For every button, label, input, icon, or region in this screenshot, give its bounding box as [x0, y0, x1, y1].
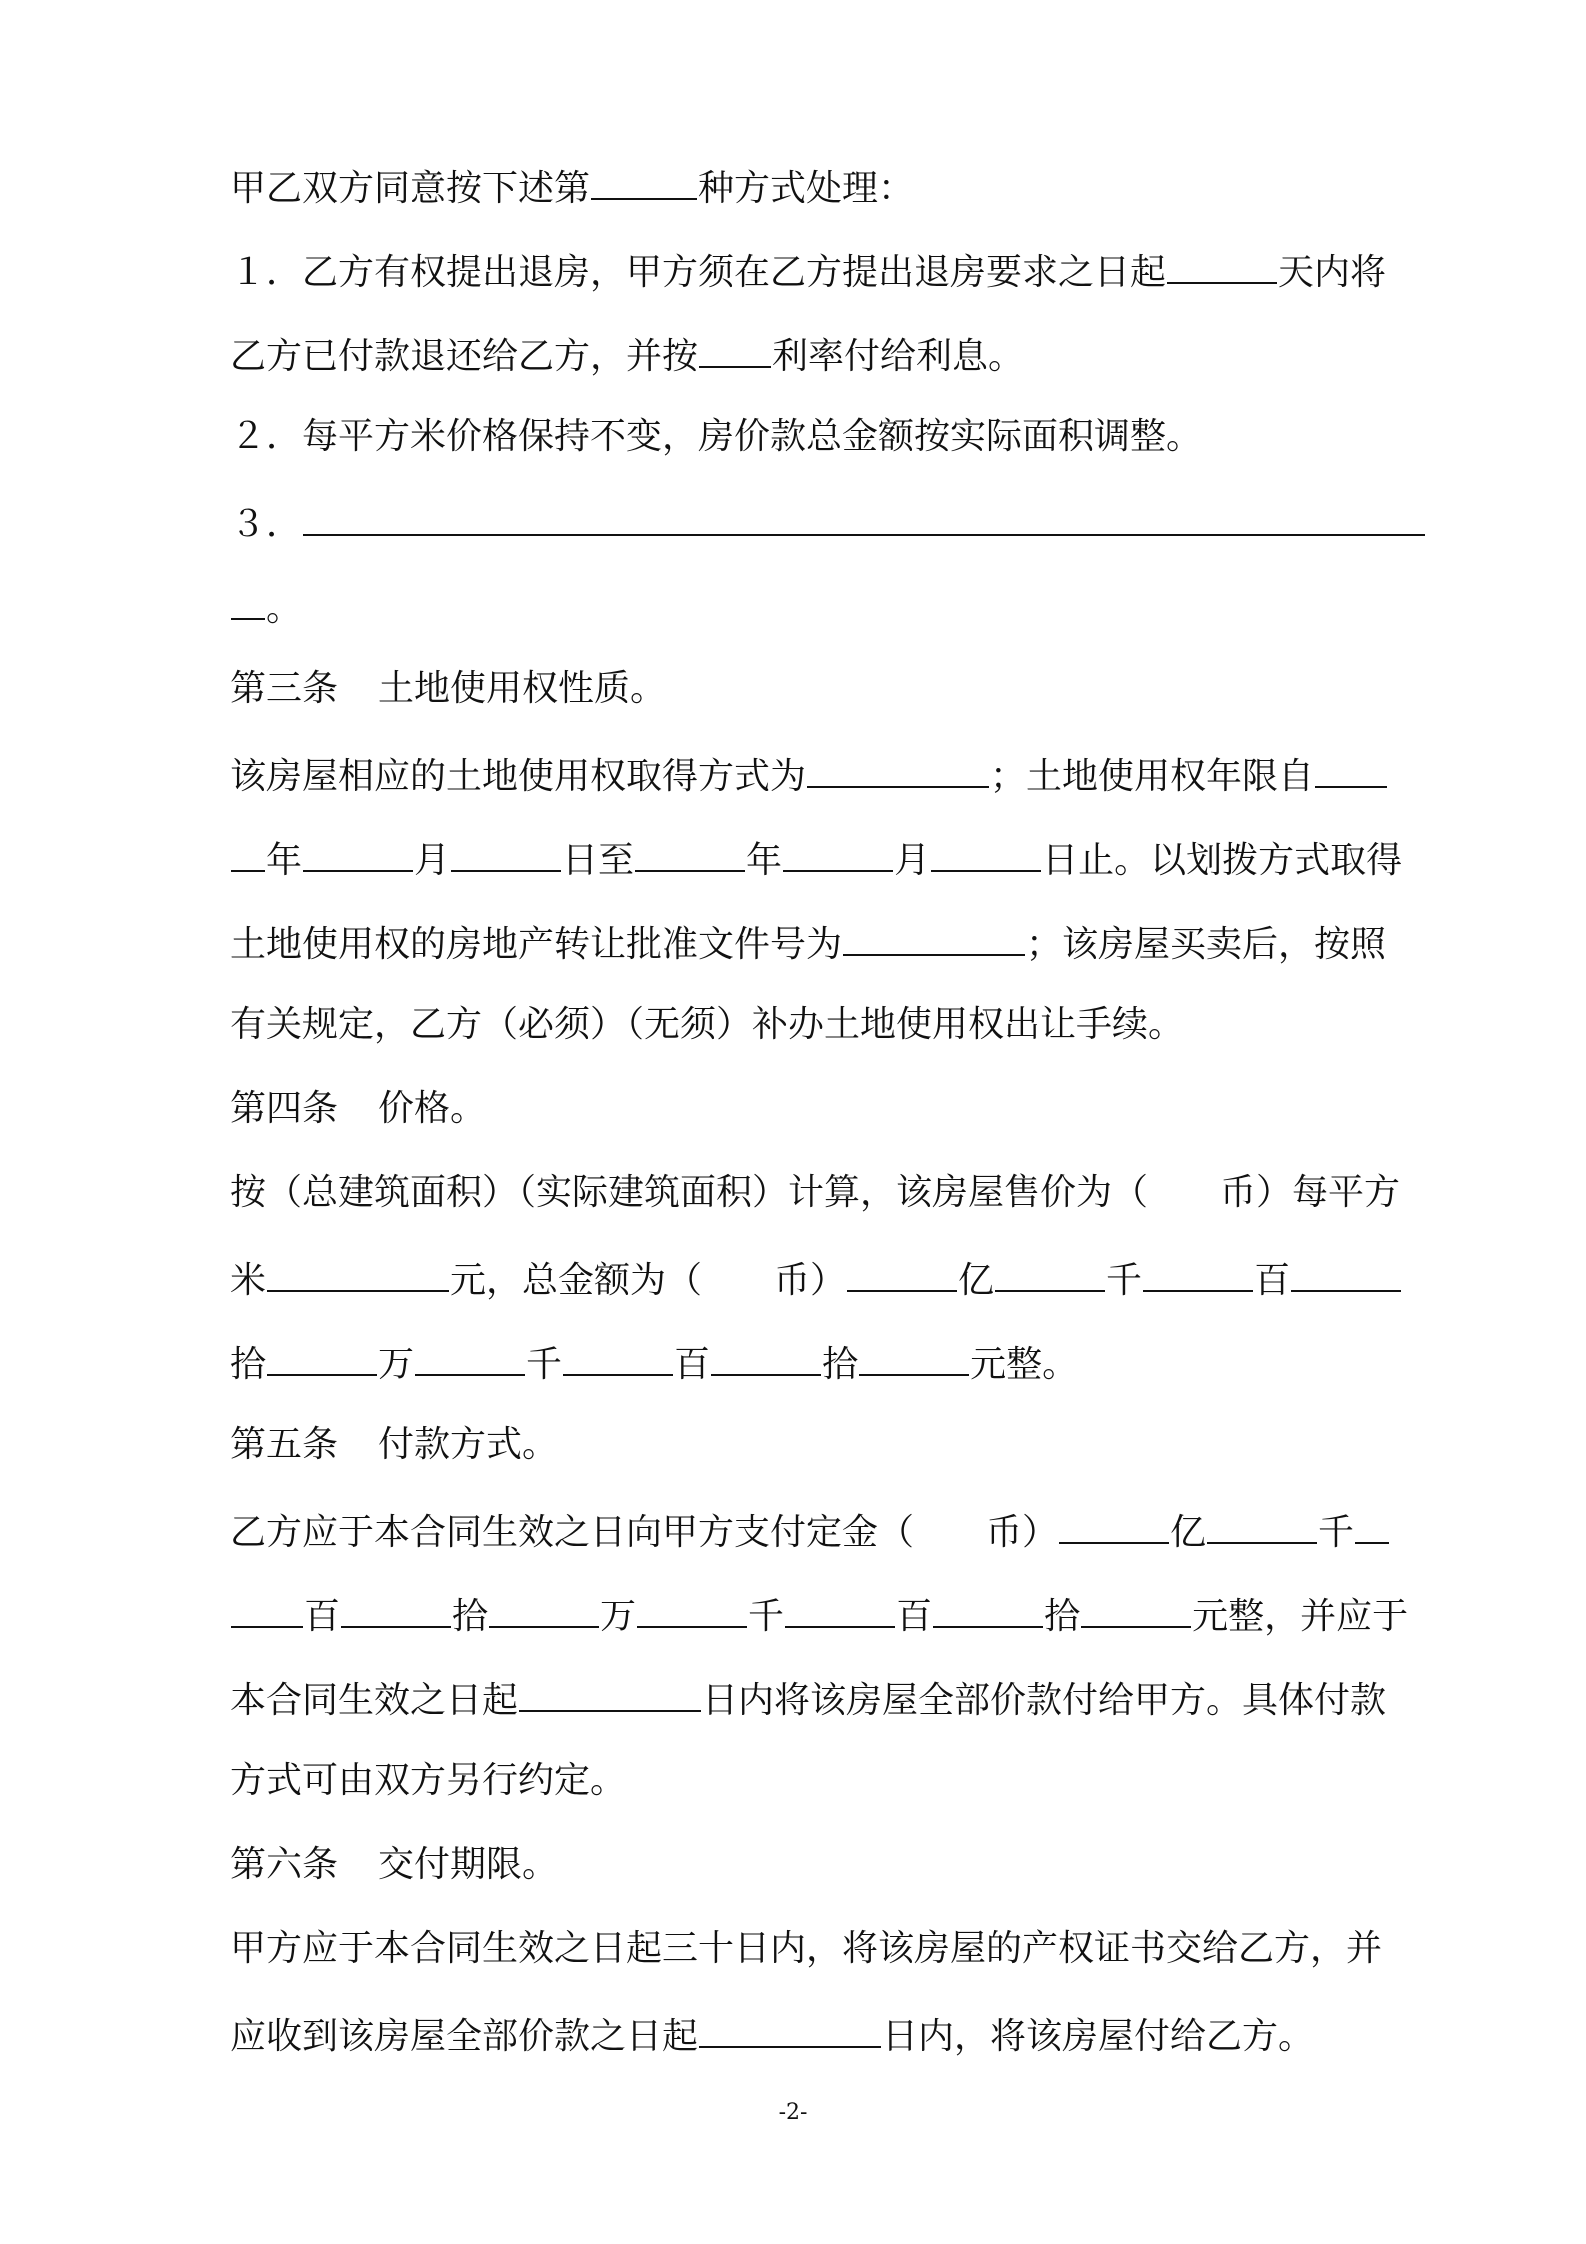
fill-in-blank[interactable] [451, 832, 561, 872]
fill-in-blank[interactable] [1167, 244, 1277, 284]
text-segment: 日内，将该房屋付给乙方。 [882, 2016, 1315, 2057]
text-segment: 甲乙双方同意按下述第 [230, 168, 591, 209]
fill-in-blank[interactable] [637, 1588, 747, 1628]
text-segment: 拾 [822, 1344, 859, 1385]
fill-in-blank[interactable] [1291, 1252, 1401, 1292]
text-segment: 元，总金额为（ 币） [450, 1260, 847, 1301]
fill-in-blank[interactable] [843, 916, 1025, 956]
fill-in-blank[interactable] [1143, 1252, 1253, 1292]
text-segment: 亿 [1170, 1512, 1207, 1553]
text-line [230, 496, 1430, 580]
fill-in-blank[interactable] [231, 832, 265, 872]
text-segment: 千 [748, 1596, 785, 1637]
article-title: 价格。 [378, 1088, 487, 1129]
fill-in-blank[interactable] [591, 160, 697, 200]
text-segment: 日止。以划拨方式取得 [1042, 840, 1403, 881]
text-segment: 拾 [1044, 1596, 1081, 1637]
text-line [230, 1000, 1430, 1084]
text-segment: 米 [230, 1260, 267, 1301]
text-segment: ２．每平方米价格保持不变，房价款总金额按实际面积调整。 [230, 416, 1203, 457]
fill-in-blank[interactable] [847, 1252, 957, 1292]
text-line [230, 1504, 1430, 1588]
text-segment: 甲方应于本合同生效之日起三十日内，将该房屋的产权证书交给乙方，并 [230, 1928, 1383, 1969]
fill-in-blank[interactable] [807, 748, 989, 788]
text-segment: ；该房屋买卖后，按照 [1026, 924, 1387, 965]
text-line [230, 244, 1430, 328]
article-number: 第四条 [230, 1088, 339, 1129]
fill-in-blank[interactable] [267, 1252, 449, 1292]
text-line [230, 1588, 1430, 1672]
text-segment: 本合同生效之日起 [230, 1680, 519, 1721]
text-segment: 应收到该房屋全部价款之日起 [230, 2016, 699, 2057]
article-number: 第三条 [230, 668, 339, 709]
fill-in-blank[interactable] [859, 1336, 969, 1376]
text-segment: 种方式处理： [698, 168, 915, 209]
fill-in-blank[interactable] [995, 1252, 1105, 1292]
text-line [230, 1252, 1430, 1336]
fill-in-blank[interactable] [699, 328, 771, 368]
text-segment: 该房屋相应的土地使用权取得方式为 [230, 756, 807, 797]
text-segment: 土地使用权的房地产转让批准文件号为 [230, 924, 843, 965]
text-line [230, 1168, 1430, 1252]
text-segment: 千 [1318, 1512, 1355, 1553]
article-title: 土地使用权性质。 [378, 668, 667, 709]
text-line [230, 580, 1430, 664]
fill-in-blank[interactable] [699, 2008, 881, 2048]
text-segment: 利率付给利息。 [772, 336, 1025, 377]
fill-in-blank[interactable] [231, 1588, 303, 1628]
article-number: 第六条 [230, 1844, 339, 1885]
text-segment: 元整，并应于 [1192, 1596, 1409, 1637]
text-segment: 月 [414, 840, 451, 881]
article-heading [230, 1420, 1430, 1504]
text-segment: 乙方已付款退还给乙方，并按 [230, 336, 699, 377]
text-segment: 天内将 [1278, 252, 1387, 293]
article-heading [230, 1084, 1430, 1168]
fill-in-blank[interactable] [267, 1336, 377, 1376]
fill-in-blank[interactable] [563, 1336, 673, 1376]
text-segment: 月 [894, 840, 931, 881]
text-segment: 有关规定，乙方（必须）（无须）补办土地使用权出让手续。 [230, 1004, 1185, 1045]
text-line [230, 328, 1430, 412]
fill-in-blank[interactable] [1355, 1504, 1389, 1544]
text-segment: 日至 [562, 840, 635, 881]
fill-in-blank[interactable] [635, 832, 745, 872]
article-title: 交付期限。 [378, 1844, 559, 1885]
text-segment: 元整。 [970, 1344, 1079, 1385]
text-segment: 千 [1106, 1260, 1143, 1301]
text-segment: 百 [304, 1596, 341, 1637]
fill-in-blank[interactable] [783, 832, 893, 872]
fill-in-blank[interactable] [933, 1588, 1043, 1628]
text-line [230, 916, 1430, 1000]
text-line [230, 412, 1430, 496]
text-segment: 拾 [452, 1596, 489, 1637]
fill-in-blank[interactable] [415, 1336, 525, 1376]
page-number: -2- [778, 2100, 808, 2125]
fill-in-blank[interactable] [231, 580, 265, 620]
fill-in-blank[interactable] [1081, 1588, 1191, 1628]
text-segment: 拾 [230, 1344, 267, 1385]
text-segment: 万 [600, 1596, 637, 1637]
fill-in-blank[interactable] [1059, 1504, 1169, 1544]
text-segment: 年 [746, 840, 783, 881]
fill-in-blank[interactable] [1207, 1504, 1317, 1544]
text-segment: 万 [378, 1344, 415, 1385]
text-segment: ；土地使用权年限自 [990, 756, 1315, 797]
contract-body [230, 160, 1430, 2092]
text-segment: 方式可由双方另行约定。 [230, 1760, 627, 1801]
article-number: 第五条 [230, 1424, 339, 1465]
text-segment: 日内将该房屋全部价款付给甲方。具体付款 [702, 1680, 1387, 1721]
text-line [230, 1924, 1430, 2008]
article-title: 付款方式。 [378, 1424, 559, 1465]
text-segment: 。 [266, 588, 303, 629]
text-segment: １．乙方有权提出退房，甲方须在乙方提出退房要求之日起 [230, 252, 1167, 293]
article-heading [230, 1840, 1430, 1924]
fill-in-blank[interactable] [341, 1588, 451, 1628]
text-line [230, 748, 1430, 832]
text-segment: ３． [230, 504, 303, 545]
fill-in-blank[interactable] [1315, 748, 1387, 788]
fill-in-blank[interactable] [303, 496, 1425, 536]
text-segment: 百 [1254, 1260, 1291, 1301]
text-segment: 亿 [958, 1260, 995, 1301]
text-line [230, 1756, 1430, 1840]
text-segment: 乙方应于本合同生效之日向甲方支付定金（ 币） [230, 1512, 1059, 1553]
fill-in-blank[interactable] [303, 832, 413, 872]
fill-in-blank[interactable] [931, 832, 1041, 872]
text-segment: 按（总建筑面积）（实际建筑面积）计算，该房屋售价为（ 币）每平方 [230, 1172, 1401, 1213]
text-segment: 百 [896, 1596, 933, 1637]
fill-in-blank[interactable] [711, 1336, 821, 1376]
fill-in-blank[interactable] [785, 1588, 895, 1628]
text-segment: 千 [526, 1344, 563, 1385]
text-line [230, 832, 1430, 916]
fill-in-blank[interactable] [519, 1672, 701, 1712]
fill-in-blank[interactable] [489, 1588, 599, 1628]
text-line [230, 1336, 1430, 1420]
text-line [230, 160, 1430, 244]
article-heading [230, 664, 1430, 748]
text-line [230, 2008, 1430, 2092]
text-segment: 百 [674, 1344, 711, 1385]
text-segment: 年 [266, 840, 303, 881]
text-line [230, 1672, 1430, 1756]
